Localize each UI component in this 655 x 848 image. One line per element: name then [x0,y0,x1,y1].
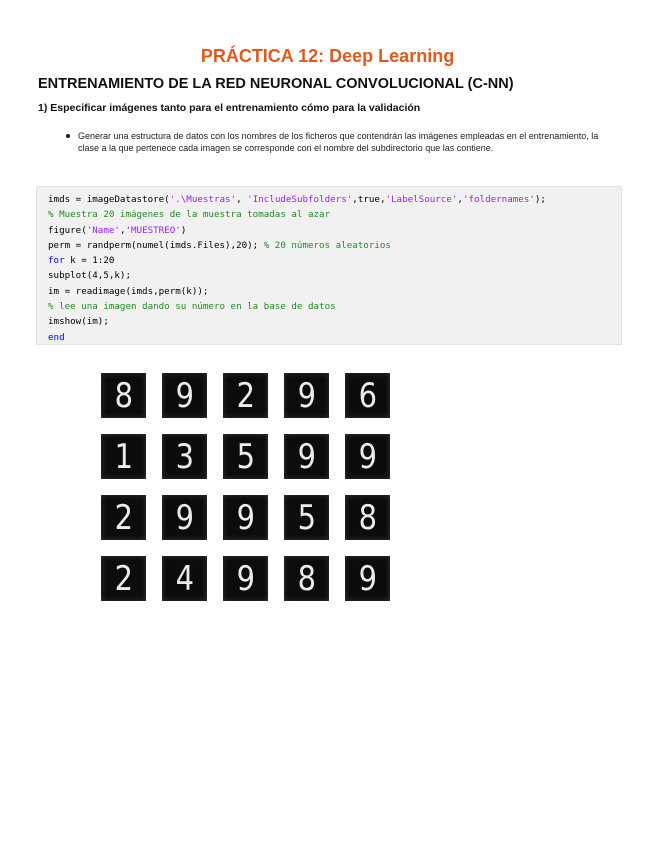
digit-image: 4 [162,556,207,601]
digit-image: 8 [284,556,329,601]
digit-image: 8 [101,373,146,418]
digit-image: 2 [223,373,268,418]
sample-image-grid [101,373,390,601]
digit-image: 2 [101,495,146,540]
digit-image: 5 [223,434,268,479]
digit-image: 8 [345,495,390,540]
digit-image: 9 [162,373,207,418]
bullet-item: Generar una estructura de datos con los nombres de los ficheros que contendrán las imágenes empleadas en el entrenamiento, la clase a la que pertenece cada imagen se corresponde con el nombre del subdirectorio que las contiene. [66,130,616,154]
code-line-2: % Muestra 20 imágenes de la muestra tomadas al azar [48,209,331,221]
code-line-9: imshow(im); [48,316,109,328]
digit-image: 9 [223,556,268,601]
code-line-5: for k = 1:20 [48,255,115,267]
code-line-7: im = readimage(imds,perm(k)); [48,285,209,297]
code-block [36,186,622,345]
digit-image: 9 [162,495,207,540]
page-title: PRÁCTICA 12: Deep Learning [200,46,455,66]
digit-image: 9 [345,434,390,479]
digit-image: 9 [284,373,329,418]
digit-image: 1 [101,434,146,479]
section-heading: ENTRENAMIENTO DE LA RED NEURONAL CONVOLUCIONAL (C-NN) [38,76,514,92]
digit-image: 3 [162,434,207,479]
digit-image: 5 [284,495,329,540]
code-line-1: imds = imageDatastore('.\Muestras', 'IncludeSubfolders',true,'LabelSource','foldernames'); [48,194,546,205]
code-line-3: figure('Name','MUESTREO') [48,224,187,236]
digit-image: 6 [345,373,390,418]
bullet-list [66,130,616,154]
digit-image: 9 [284,434,329,479]
digit-image: 9 [345,556,390,601]
code-line-4: perm = randperm(numel(imds.Files),20); % 20 números aleatorios [48,239,391,251]
step-heading: 1) Especificar imágenes tanto para el entrenamiento cómo para la validación [38,102,421,114]
code-line-10: end [48,331,65,343]
digit-image: 2 [101,556,146,601]
code-line-6: subplot(4,5,k); [48,270,131,282]
code-line-8: % lee una imagen dando su número en la base de datos [48,301,336,313]
digit-image: 9 [223,495,268,540]
